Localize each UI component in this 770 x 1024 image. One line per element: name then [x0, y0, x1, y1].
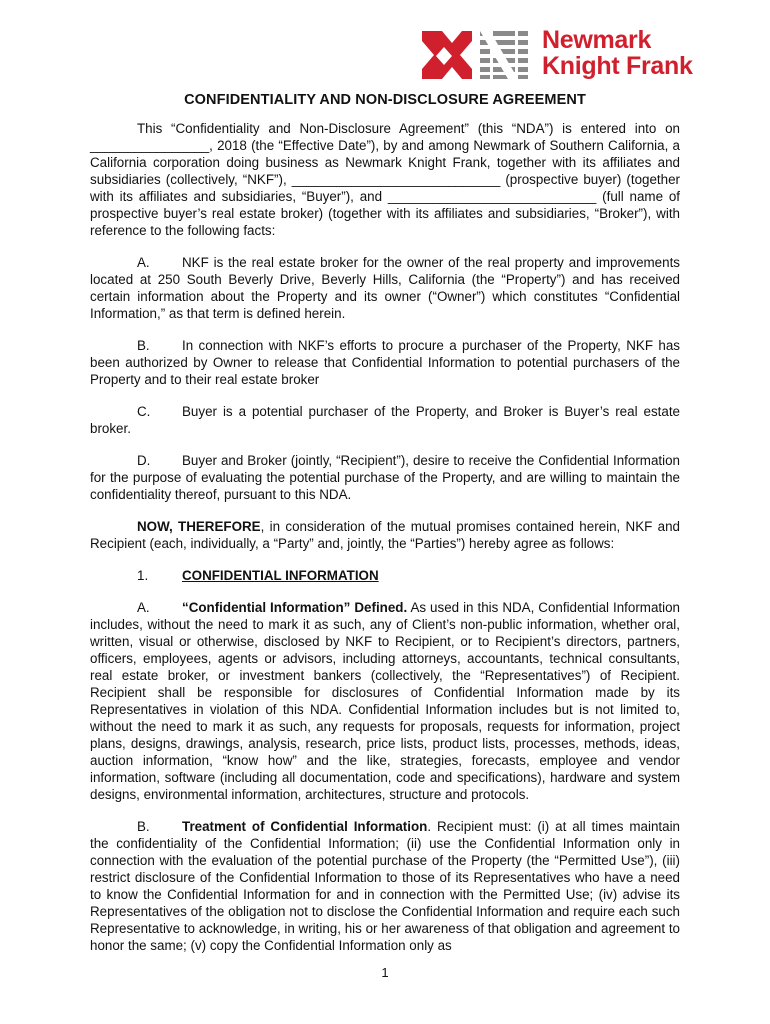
section-number: 1. [137, 568, 149, 583]
recital-b [90, 337, 680, 388]
section-title: CONFIDENTIAL INFORMATION [182, 568, 379, 583]
document-title: CONFIDENTIALITY AND NON-DISCLOSURE AGREEMENT [184, 92, 586, 108]
recital-label: A. [137, 255, 150, 270]
page-number: 1 [381, 965, 389, 980]
now-therefore-text: , in consideration of the mutual promises contained herein, NKF and Recipient (each, individually, a “Party” and, jointly, the “Parties”) hereby agree as follows: [90, 519, 680, 551]
nkf-logo-mark-icon [420, 29, 530, 81]
clause-label: B. [137, 819, 150, 834]
clause-label: A. [137, 600, 150, 615]
logo-wordmark [542, 27, 693, 79]
clause-b [90, 818, 680, 954]
recital-text: Buyer and Broker (jointly, “Recipient”), desire to receive the Confidential Information for the purpose of evaluating the potential purchase of the Property, and are willing to maintain the confidentiality thereof, pursuant to this NDA. [90, 453, 680, 502]
recital-label: D. [137, 453, 151, 468]
newmark-knight-frank-logo [420, 26, 693, 83]
clause-text: . Recipient must: (i) at all times maintain the confidentiality of the Confidential Information; (ii) use the Confidential Information only in connection with the evaluation of the potential purchase of the Property (the “Permitted Use”), (iii) restrict disclosure of the Confidential Information to those of its Representatives who have a need to know the Confidential Information for and in connection with the Permitted Use; (iv) advise its Representatives of the obligation not to disclose the Confidential Information and require each such Representative to acknowledge, in writing, his or her awareness of that obligation and agreement to honor the same; (v) copy the Confidential Information only as [90, 819, 680, 953]
document-body [90, 90, 680, 969]
recital-d [90, 452, 680, 503]
recital-label: B. [137, 338, 150, 353]
logo-line-knight-frank: Knight Frank [542, 52, 693, 80]
recital-a [90, 254, 680, 322]
clause-a [90, 599, 680, 803]
recital-text: Buyer is a potential purchaser of the Property, and Broker is Buyer’s real estate broker. [90, 404, 680, 436]
now-therefore-paragraph [90, 518, 680, 552]
clause-heading: “Confidential Information” Defined. [182, 600, 408, 615]
recital-text: In connection with NKF’s efforts to procure a purchaser of the Property, NKF has been authorized by Owner to release that Confidential Information to potential purchasers of the Property and to their real estate broker [90, 338, 680, 387]
logo-line-newmark: Newmark [542, 26, 652, 54]
clause-heading: Treatment of Confidential Information [182, 819, 428, 834]
intro-paragraph: This “Confidentiality and Non-Disclosure Agreement” (this “NDA”) is entered into on ________________, 2018 (the “Effective Date”), by and among Newmark of Southern California, a California corporation doing business as Newmark Knight Frank, together with its affiliates and subsidiaries (collectively, “NKF”), ____________________________ (prospective buyer) (together with its affiliates and subsidiaries, “Buyer”), and ____________________________ (full name of prospective buyer’s real estate broker) (together with its affiliates and subsidiaries, “Broker”), with reference to the following facts: [90, 121, 680, 238]
recital-text: NKF is the real estate broker for the owner of the real property and improvements located at 250 South Beverly Drive, Beverly Hills, California (the “Property”) and has received certain information about the Property and its owner (“Owner”) which constitutes “Confidential Information,” as that term is defined herein. [90, 255, 680, 321]
recital-c [90, 403, 680, 437]
recital-label: C. [137, 404, 151, 419]
now-therefore-lead: NOW, THEREFORE [137, 519, 261, 534]
clause-text: As used in this NDA, Confidential Information includes, without the need to mark it as such, any of Client’s non-public information, whether oral, written, visual or otherwise, disclosed by NKF to Recipient, or to Recipient’s directors, partners, officers, employees, agents or advisors, including attorneys, accountants, technical consultants, real estate broker, or investment bankers (collectively, the “Representatives”) of Recipient. Recipient shall be responsible for disclosures of Confidential Information made by its Representatives in violation of this NDA. Confidential Information includes but is not limited to, without the need to mark it as such, any requests for proposals, requests for information, project plans, designs, drawings, analysis, research, price lists, product lists, processes, methods, ideas, auction information, “know how” and the like, strategies, forecasts, employee and vendor information, software (including all documentation, code and specifications), hardware and system designs, environmental information, architectures, structure and protocols. [90, 600, 680, 802]
section-1-heading [90, 567, 680, 584]
